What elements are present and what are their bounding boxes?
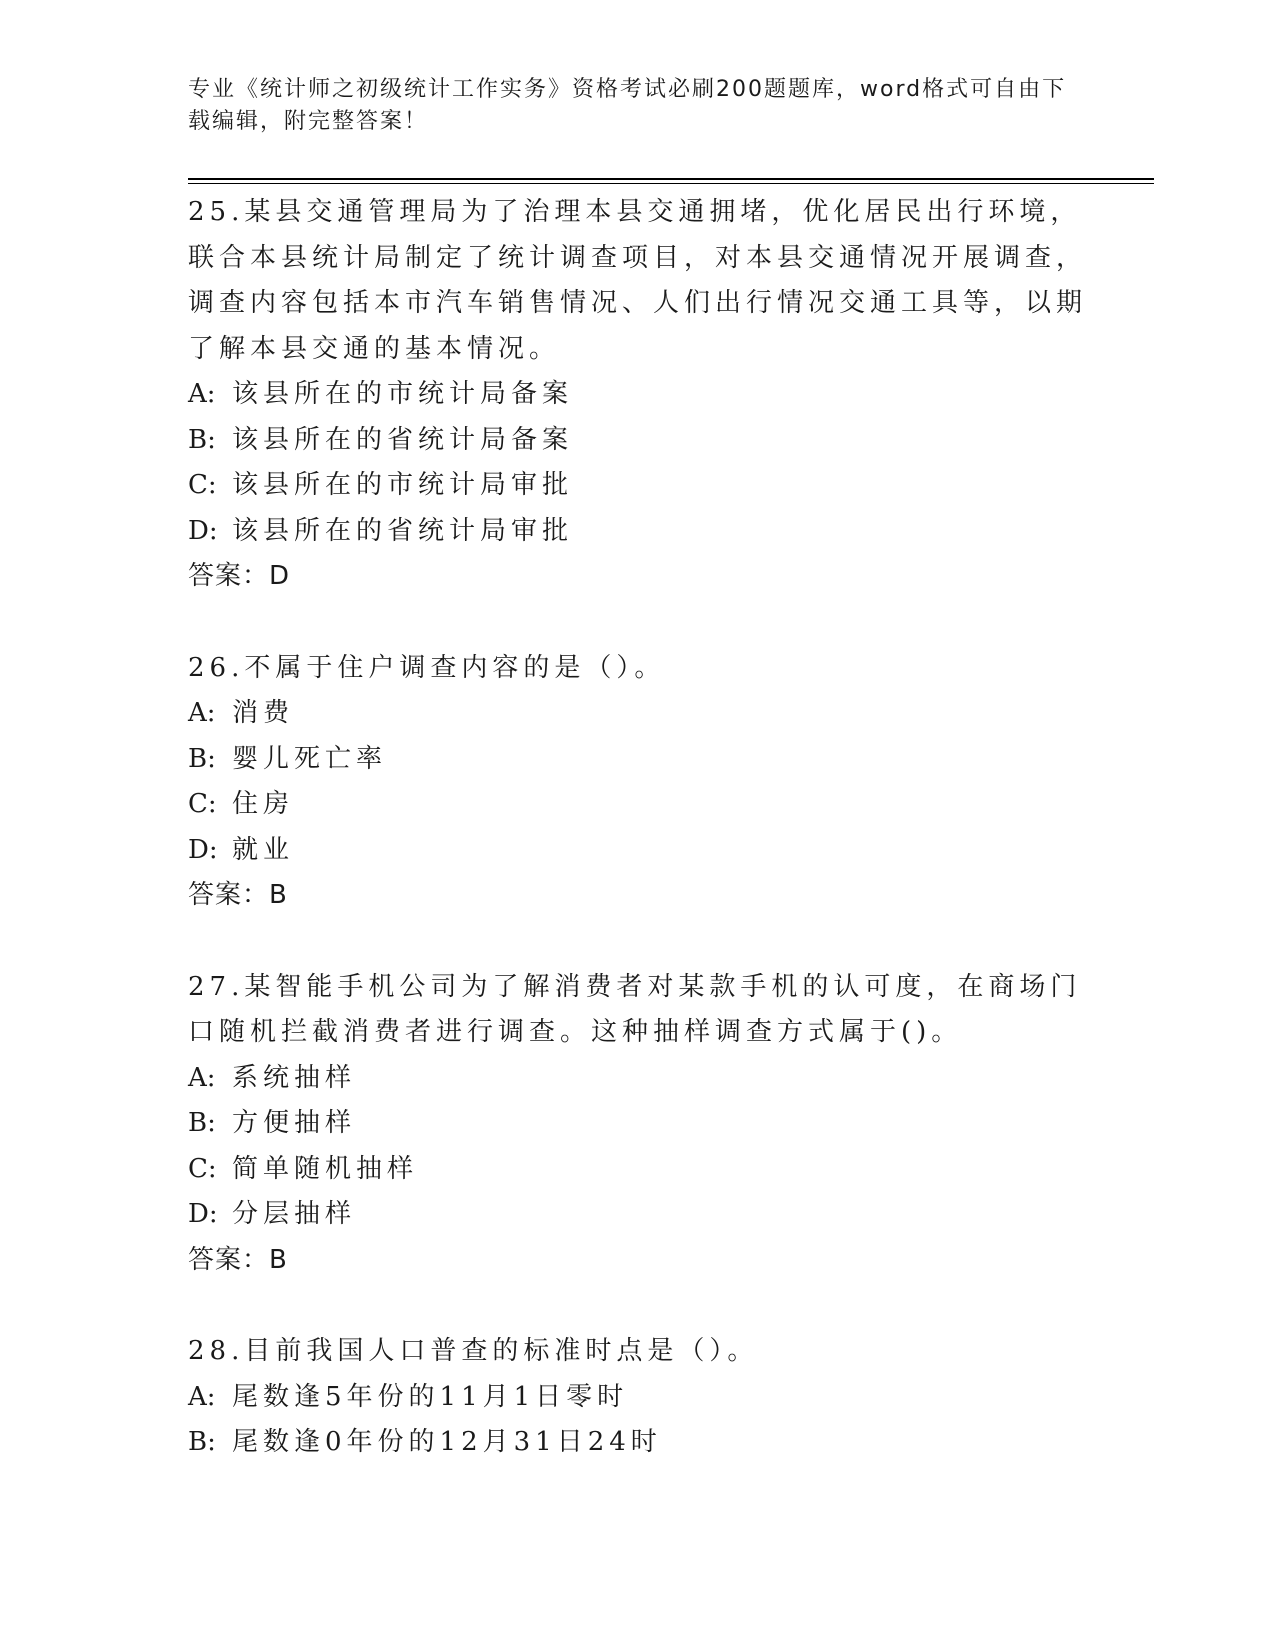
question-27 — [188, 965, 1088, 1284]
option-d — [188, 828, 1088, 874]
option-c — [188, 1147, 1088, 1193]
option-key: A: — [188, 379, 216, 409]
question-stem: 26.不属于住户调查内容的是（）。 — [188, 652, 666, 683]
option-text: 该县所在的省统计局审批 — [232, 515, 574, 546]
option-key: B: — [188, 743, 216, 774]
question-stem: 28.目前我国人口普查的标准时点是（）。 — [188, 1336, 759, 1366]
option-text: 该县所在的市统计局备案 — [232, 379, 574, 409]
spacer — [188, 600, 1088, 646]
option-text: 住房 — [232, 789, 295, 819]
option-c — [188, 782, 1088, 828]
option-d — [188, 1192, 1088, 1238]
option-text: 消费 — [232, 698, 295, 728]
option-b — [188, 1101, 1088, 1147]
option-text: 方便抽样 — [232, 1108, 357, 1138]
question-28 — [188, 1329, 1088, 1466]
option-a — [188, 372, 1088, 418]
option-key: A: — [188, 698, 216, 728]
option-key: A: — [188, 1062, 216, 1093]
question-26 — [188, 646, 1088, 919]
spacer — [188, 919, 1088, 965]
option-a — [188, 691, 1088, 737]
option-d — [188, 509, 1088, 555]
option-b — [188, 418, 1088, 464]
option-text: 分层抽样 — [232, 1199, 357, 1229]
question-stem: 27.某智能手机公司为了解消费者对某款手机的认可度，在商场门口随机拦截消费者进行调查。这种抽样调查方式属于()。 — [188, 971, 1082, 1047]
option-text: 简单随机抽样 — [232, 1153, 419, 1184]
question-25 — [188, 190, 1088, 600]
option-key: C: — [188, 470, 217, 500]
document-header: 专业《统计师之初级统计工作实务》资格考试必刷200题题库，word格式可自由下载编辑，附完整答案！ — [188, 77, 1067, 134]
option-text: 就业 — [232, 834, 295, 865]
option-key: C: — [188, 1153, 217, 1184]
option-a — [188, 1056, 1088, 1102]
option-key: D: — [188, 834, 218, 865]
option-key: B: — [188, 1108, 216, 1138]
option-text: 系统抽样 — [232, 1062, 357, 1093]
spacer — [188, 1283, 1088, 1329]
option-text: 尾数逢0年份的12月31日24时 — [232, 1427, 662, 1457]
option-b — [188, 737, 1088, 783]
option-c — [188, 463, 1088, 509]
header-rule-thin — [188, 183, 1154, 184]
option-key: A: — [188, 1381, 216, 1412]
answer-line: 答案：B — [188, 880, 288, 910]
option-text: 尾数逢5年份的11月1日零时 — [232, 1381, 629, 1412]
option-key: B: — [188, 424, 216, 455]
answer-line: 答案：D — [188, 561, 291, 591]
header-rule-thick — [188, 178, 1154, 180]
answer-line: 答案：B — [188, 1244, 288, 1275]
option-key: C: — [188, 789, 217, 819]
question-stem: 25.某县交通管理局为了治理本县交通拥堵，优化居民出行环境，联合本县统计局制定了统计调查项目，对本县交通情况开展调查，调查内容包括本市汽车销售情况、人们出行情况交通工具等，以期了解本县交通的基本情况。 — [188, 197, 1088, 364]
option-key: D: — [188, 515, 218, 546]
question-list — [188, 190, 1088, 1466]
option-b — [188, 1420, 1088, 1466]
option-text: 该县所在的市统计局审批 — [232, 470, 574, 500]
option-a — [188, 1375, 1088, 1421]
option-key: B: — [188, 1427, 216, 1457]
option-key: D: — [188, 1199, 218, 1229]
option-text: 该县所在的省统计局备案 — [232, 424, 574, 455]
option-text: 婴儿死亡率 — [232, 743, 388, 774]
